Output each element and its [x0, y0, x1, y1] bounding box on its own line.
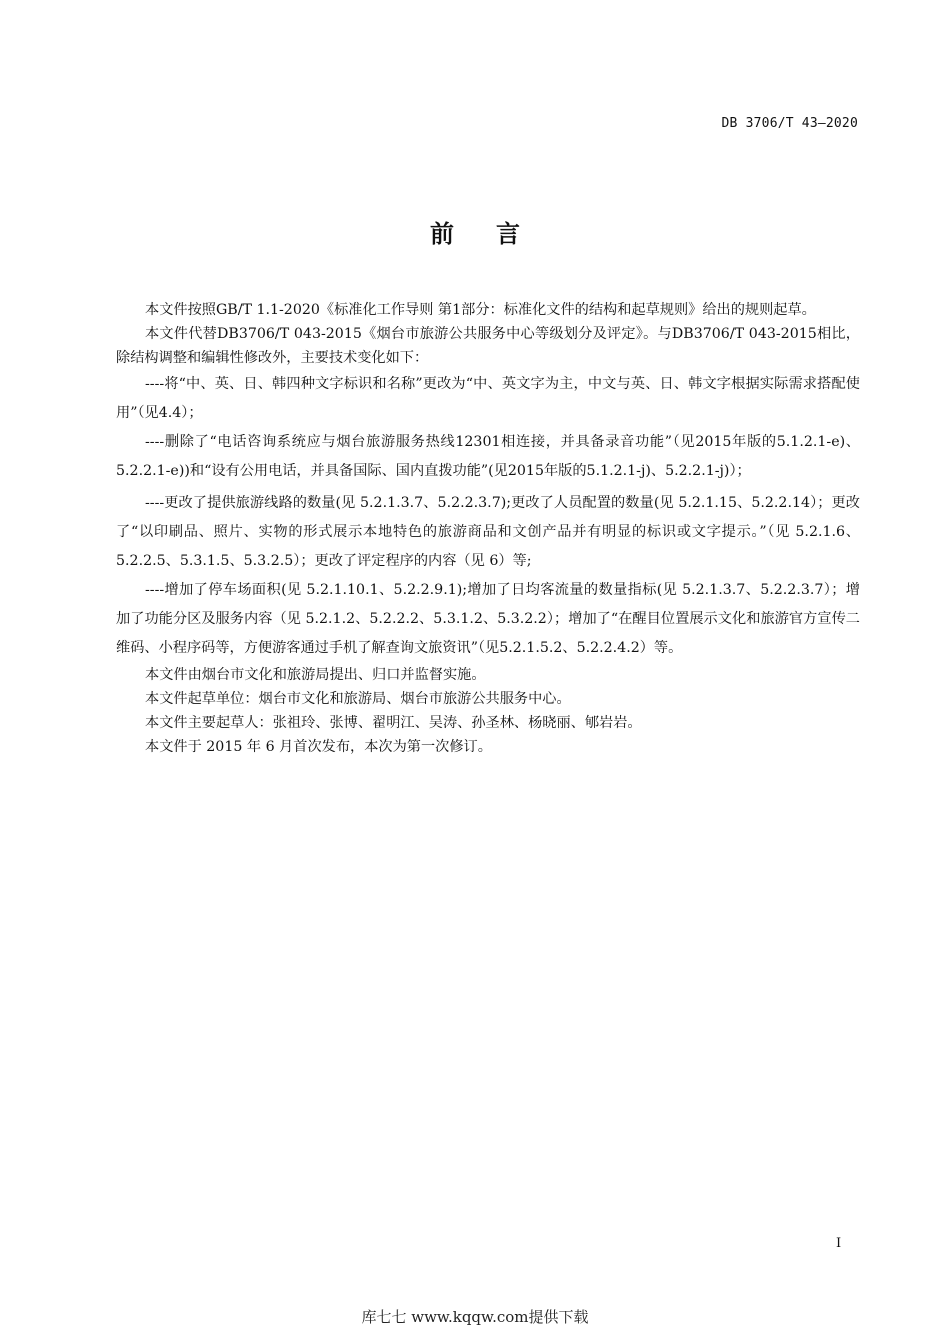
- change-item-added: ----增加了停车场面积(见 5.2.1.10.1、5.2.2.9.1);增加了日均客流量的数量指标(见 5.2.1.3.7、5.2.2.3.7）；增加了功能分区及服务内容（见 5.2.1.2、5.2.2.2、5.3.1.2、5.3.2.2）；增加了“在醒目位置展示文化和旅游官方宣传二维码、小程序码等，方便游客通过手机了解查询文旅资讯”（见5.2.1.5.2、5.2.2.4.2）等。: [116, 582, 860, 656]
- foreword-body: [116, 298, 860, 759]
- page-number: I: [836, 1236, 842, 1251]
- change-item-modified: ----更改了提供旅游线路的数量(见 5.2.1.3.7、5.2.2.3.7);更改了人员配置的数量(见 5.2.1.15、5.2.2.14）；更改了“以印刷品、照片、实物的形式展示本地特色的旅游商品和文创产品并有明显的标识或文字提示。”（见 5.2.1.6、5.2.2.5、5.3.1.5、5.3.2.5）；更改了评定程序的内容（见 6）等;: [116, 495, 860, 569]
- download-watermark: 库七七 www.kqqw.com提供下载: [361, 1308, 589, 1326]
- paragraph-replacement-notice: 本文件代替DB3706/T 043-2015《烟台市旅游公共服务中心等级划分及评定》。与DB3706/T 043-2015相比，除结构调整和编辑性修改外，主要技术变化如下：: [116, 326, 860, 366]
- document-code: DB 3706/T 43—2020: [721, 116, 858, 131]
- paragraph-drafting-rules: 本文件按照GB/T 1.1-2020《标准化工作导则 第1部分：标准化文件的结构和起草规则》给出的规则起草。: [145, 302, 816, 318]
- change-item-deleted: ----删除了“电话咨询系统应与烟台旅游服务热线12301相连接，并具备录音功能”（见2015年版的5.1.2.1-e)、5.2.2.1-e))和“设有公用电话，并具备国际、国内直拨功能”(见2015年版的5.1.2.1-j)、5.2.2.1-j)）；: [116, 434, 860, 479]
- paragraph-drafting-units: 本文件起草单位：烟台市文化和旅游局、烟台市旅游公共服务中心。: [145, 691, 571, 707]
- paragraph-proposer: 本文件由烟台市文化和旅游局提出、归口并监督实施。: [145, 667, 486, 683]
- change-item-signage: ----将“中、英、日、韩四种文字标识和名称”更改为“中、英文字为主，中文与英、日、韩文字根据实际需求搭配使用”（见4.4）；: [116, 376, 860, 421]
- paragraph-drafters: 本文件主要起草人：张祖玲、张博、翟明江、吴涛、孙圣林、杨晓丽、郇岩岩。: [145, 715, 642, 731]
- page-title: 前言: [430, 220, 562, 248]
- paragraph-history: 本文件于 2015 年 6 月首次发布，本次为第一次修订。: [145, 739, 492, 755]
